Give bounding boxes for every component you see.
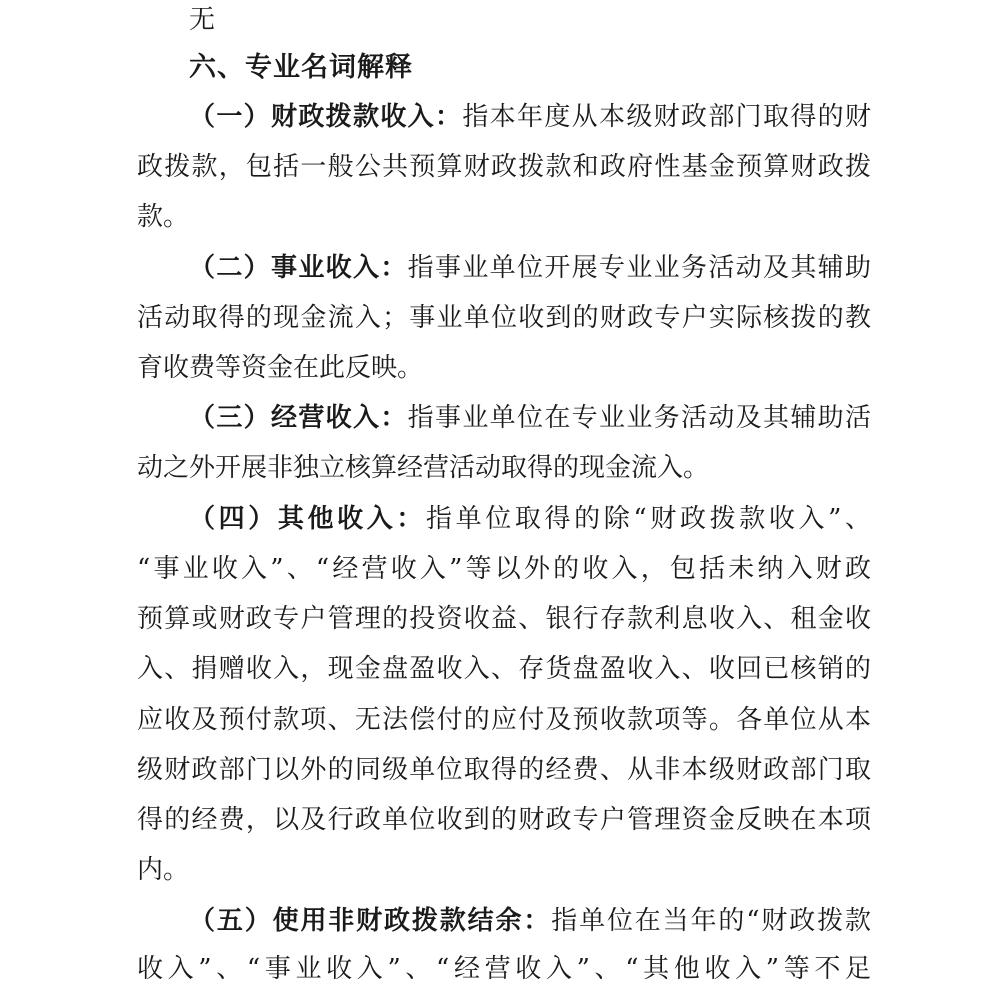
paragraph-4-line-2: “事业收入”、“经营收入”等以外的收入，包括未纳入财政 (137, 554, 871, 584)
paragraph-4-line-8: 内。 (137, 855, 190, 885)
paragraph-3-line-1 (189, 398, 871, 438)
paragraph-5-text: 指单位在当年的“财政拨款 (551, 906, 871, 936)
paragraph-4-term: （四）其他收入： (189, 504, 427, 534)
paragraph-1-line-3: 款。 (137, 202, 190, 232)
paragraph-2-line-3: 育收费等资金在此反映。 (137, 353, 424, 383)
paragraph-5-line-2: 收入”、“事业收入”、“经营收入”、“其他收入”等不足 (137, 954, 871, 984)
paragraph-5-term: （五）使用非财政拨款结余： (189, 906, 552, 936)
paragraph-4-line-1 (189, 499, 871, 539)
paragraph-4-line-7: 得的经费，以及行政单位收到的财政专户管理资金反映在本项 (137, 805, 871, 835)
paragraph-1-line-2: 政拨款，包括一般公共预算财政拨款和政府性基金预算财政拨 (137, 152, 871, 182)
paragraph-2-line-1 (189, 248, 871, 288)
top-text: 无 (189, 5, 216, 35)
paragraph-1-text: 指本年度从本级财政部门取得的财 (462, 102, 871, 132)
paragraph-1-line-1 (189, 97, 871, 137)
paragraph-3-term: （三）经营收入： (189, 403, 408, 433)
section-heading: 六、专业名词解释 (189, 52, 413, 83)
paragraph-2-line-2: 活动取得的现金流入；事业单位收到的财政专户实际核拨的教 (137, 303, 871, 333)
paragraph-4-line-4: 入、捐赠收入，现金盘盈收入、存货盘盈收入、收回已核销的 (137, 654, 871, 684)
paragraph-4-line-6: 级财政部门以外的同级单位取得的经费、从非本级财政部门取 (137, 755, 871, 785)
paragraph-1-term: （一）财政拨款收入： (189, 102, 463, 132)
paragraph-4-line-3: 预算或财政专户管理的投资收益、银行存款利息收入、租金收 (137, 604, 871, 634)
paragraph-5-line-1 (189, 901, 871, 941)
paragraph-4-text: 指单位取得的除“财政拨款收入”、 (426, 504, 871, 534)
paragraph-2-term: （二）事业收入： (189, 253, 408, 283)
paragraph-4-line-5: 应收及预付款项、无法偿付的应付及预收款项等。各单位从本 (137, 705, 871, 735)
paragraph-3-text: 指事业单位在专业业务活动及其辅助活 (407, 403, 871, 433)
paragraph-2-text: 指事业单位开展专业业务活动及其辅助 (407, 253, 871, 283)
paragraph-3-line-2: 动之外开展非独立核算经营活动取得的现金流入。 (137, 453, 710, 483)
